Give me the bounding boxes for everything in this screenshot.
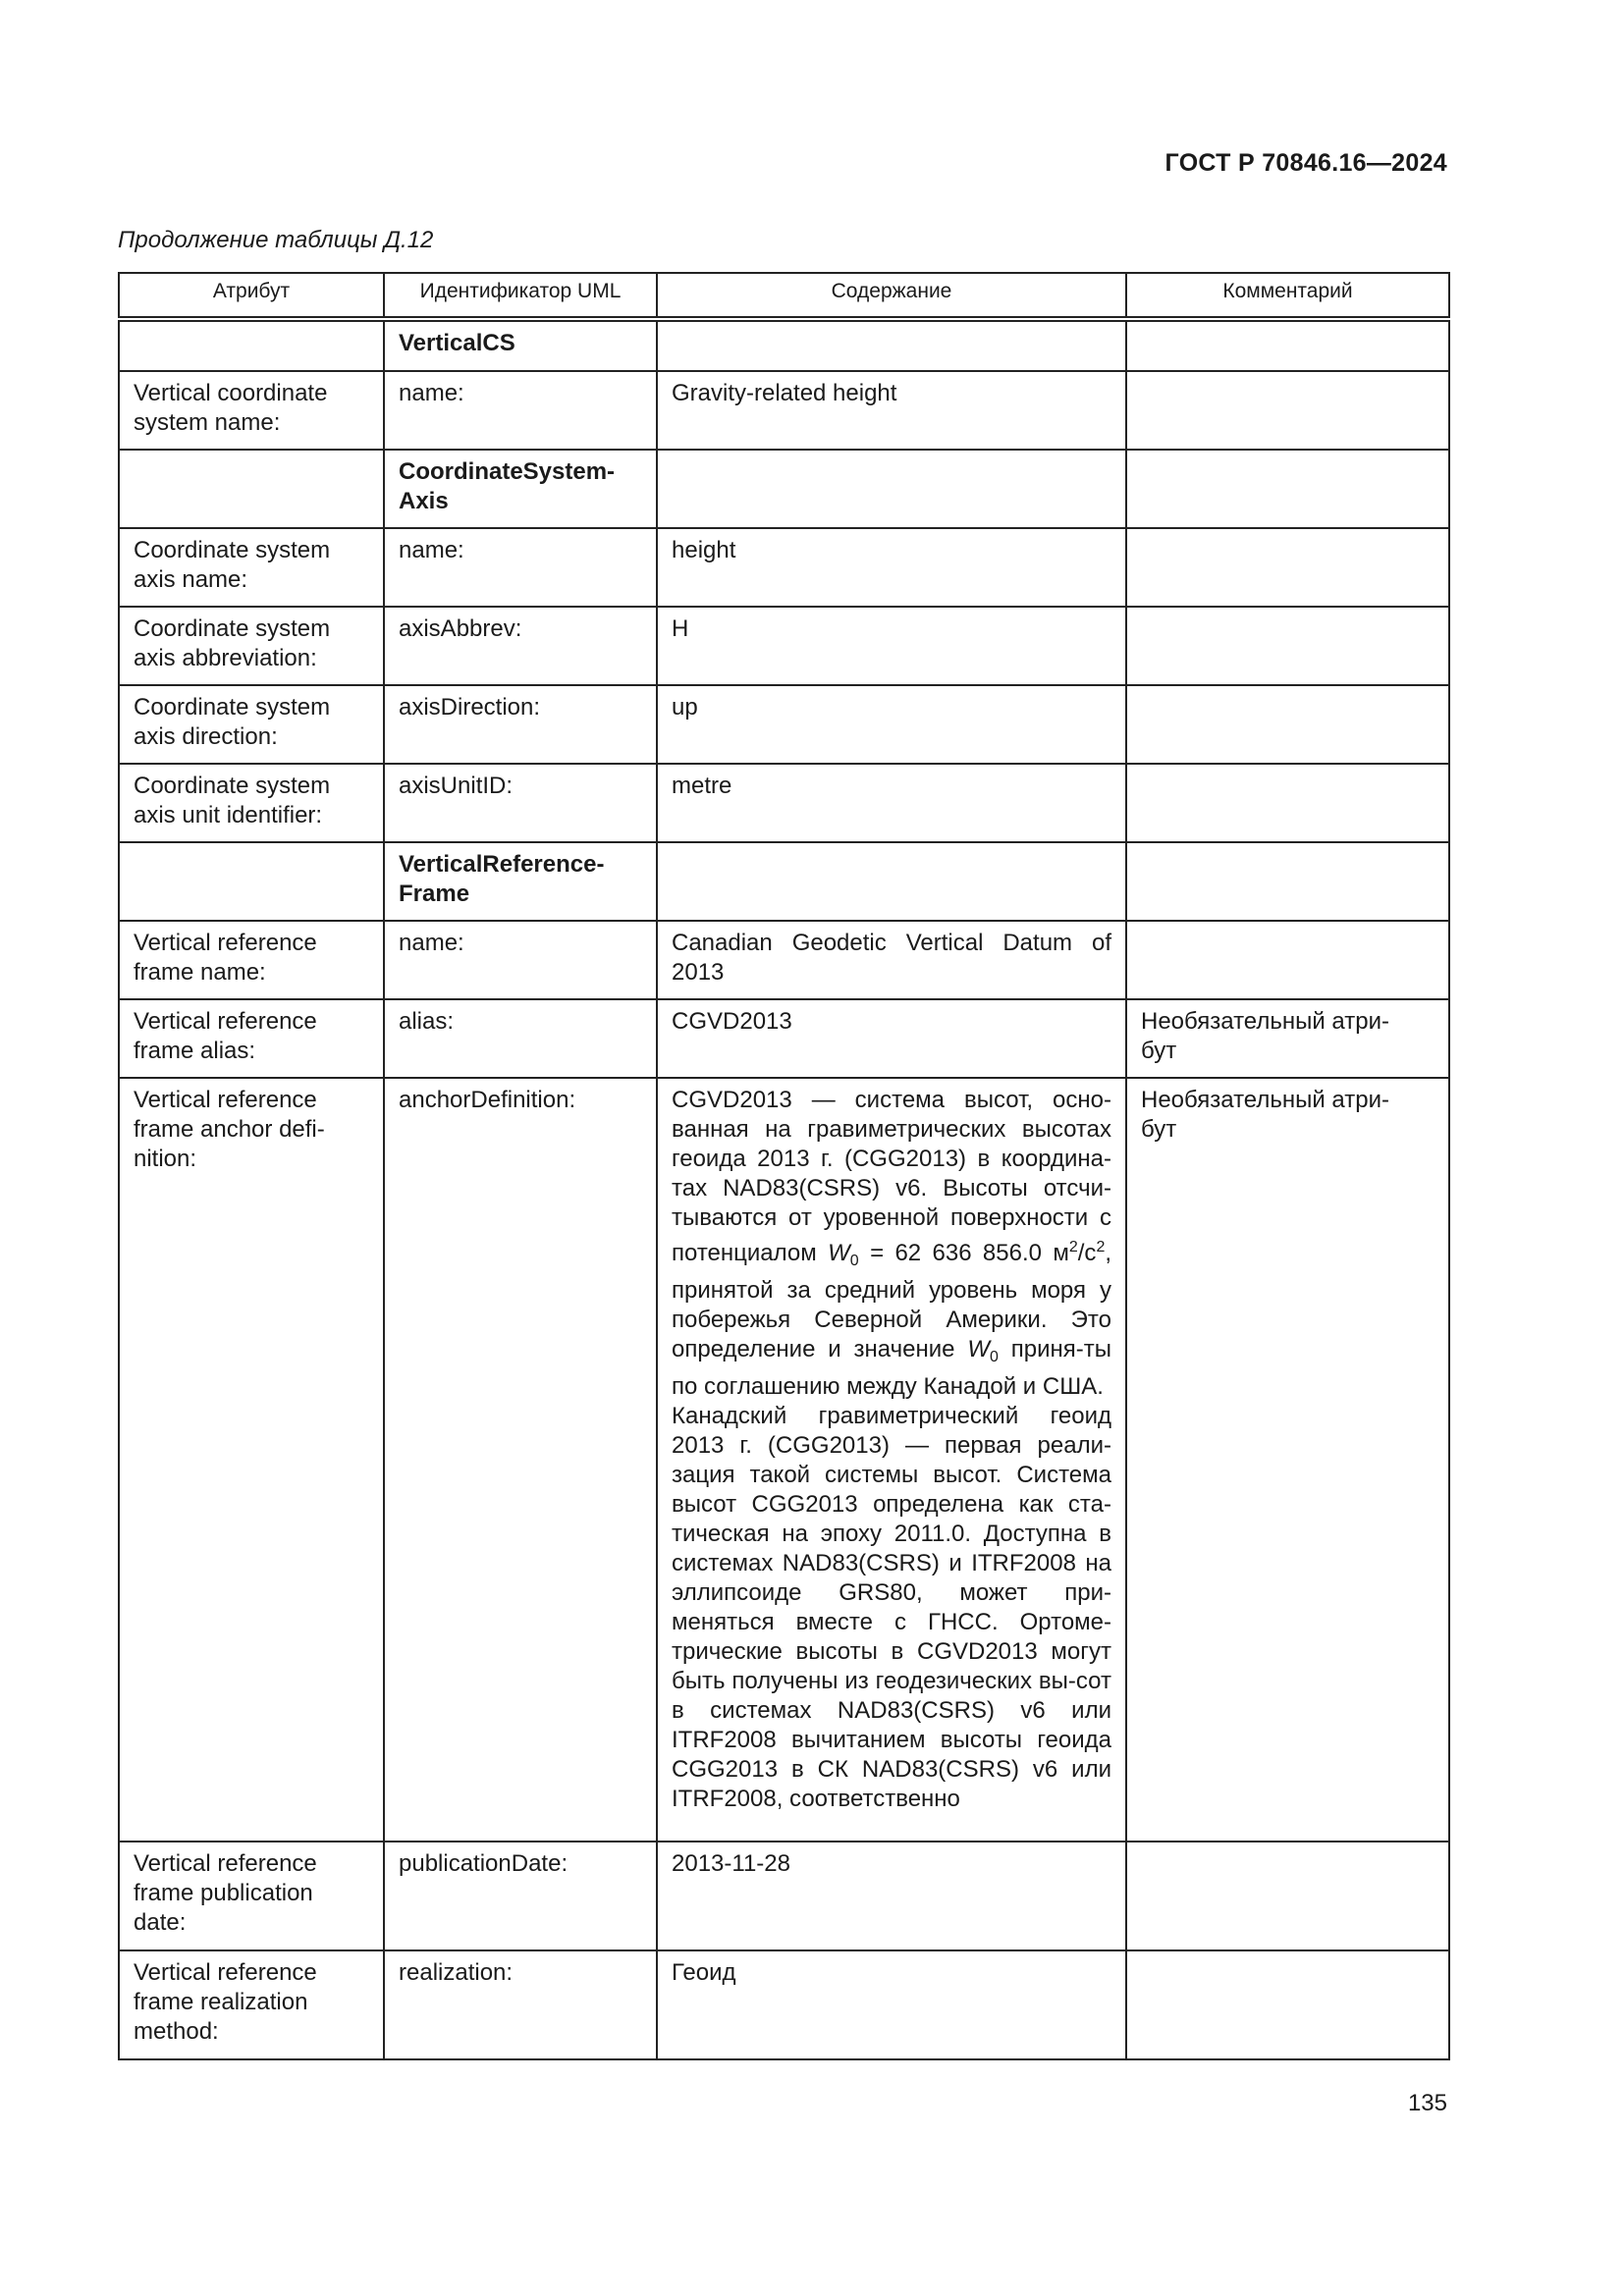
cell-comment bbox=[1126, 1842, 1449, 1950]
cell-comment: Необязательный атри- бут bbox=[1126, 999, 1449, 1078]
table-row-coordinatesystemaxis bbox=[119, 450, 1449, 528]
cell-comment bbox=[1126, 528, 1449, 607]
table-continuation-caption: Продолжение таблицы Д.12 bbox=[118, 227, 434, 253]
column-header-uml: Идентификатор UML bbox=[384, 273, 657, 319]
cell-content: height bbox=[657, 528, 1126, 607]
cell-uml: realization: bbox=[384, 1950, 657, 2059]
cell-comment bbox=[1126, 842, 1449, 921]
table-row bbox=[119, 528, 1449, 607]
cell-attribute: Coordinate system axis name: bbox=[119, 528, 384, 607]
column-header-comment: Комментарий bbox=[1126, 273, 1449, 319]
table-row-anchor-definition bbox=[119, 1078, 1449, 1842]
cell-attribute: Coordinate system axis abbreviation: bbox=[119, 607, 384, 685]
cell-content: up bbox=[657, 685, 1126, 764]
table-row-verticalcs bbox=[119, 319, 1449, 371]
cell-content: Геоид bbox=[657, 1950, 1126, 2059]
cell-uml: axisDirection: bbox=[384, 685, 657, 764]
cell-comment bbox=[1126, 921, 1449, 999]
cell-attribute: Vertical reference frame publication date: bbox=[119, 1842, 384, 1950]
table-row bbox=[119, 921, 1449, 999]
spec-table bbox=[118, 272, 1450, 2060]
cell-attribute: Coordinate system axis direction: bbox=[119, 685, 384, 764]
cell-content: Canadian Geodetic Vertical Datum of 2013 bbox=[657, 921, 1126, 999]
cell-comment bbox=[1126, 607, 1449, 685]
column-header-attribute: Атрибут bbox=[119, 273, 384, 319]
cell-attribute: Vertical reference frame alias: bbox=[119, 999, 384, 1078]
cell-attribute: Vertical reference frame realization method: bbox=[119, 1950, 384, 2059]
table-row bbox=[119, 607, 1449, 685]
cell-comment bbox=[1126, 371, 1449, 450]
document-standard-code: ГОСТ Р 70846.16—2024 bbox=[1164, 149, 1447, 177]
w0-symbol: W bbox=[967, 1336, 990, 1362]
cell-uml: VerticalCS bbox=[384, 319, 657, 371]
cell-uml: name: bbox=[384, 528, 657, 607]
cell-attribute: Vertical reference frame name: bbox=[119, 921, 384, 999]
cell-uml: CoordinateSystem- Axis bbox=[384, 450, 657, 528]
table-row bbox=[119, 685, 1449, 764]
table-row bbox=[119, 371, 1449, 450]
table-row-verticalreferenceframe bbox=[119, 842, 1449, 921]
cell-uml: anchorDefinition: bbox=[384, 1078, 657, 1842]
table-row bbox=[119, 1842, 1449, 1950]
exponent: 2 bbox=[1096, 1239, 1106, 1255]
cell-uml: alias: bbox=[384, 999, 657, 1078]
w0-subscript: 0 bbox=[990, 1349, 999, 1365]
cell-content: metre bbox=[657, 764, 1126, 842]
cell-comment bbox=[1126, 319, 1449, 371]
cell-attribute bbox=[119, 450, 384, 528]
cell-uml: VerticalReference- Frame bbox=[384, 842, 657, 921]
cell-uml: axisAbbrev: bbox=[384, 607, 657, 685]
cell-content bbox=[657, 842, 1126, 921]
w0-symbol: W bbox=[828, 1240, 850, 1266]
table-row bbox=[119, 764, 1449, 842]
column-header-content: Содержание bbox=[657, 273, 1126, 319]
cell-content: CGVD2013 bbox=[657, 999, 1126, 1078]
cell-attribute bbox=[119, 842, 384, 921]
cell-content bbox=[657, 450, 1126, 528]
cell-attribute: Vertical coordinate system name: bbox=[119, 371, 384, 450]
anchor-definition-paragraph-1: CGVD2013 — система высот, осно-ванная на гравиметрических высотах геоида 2013 г. (CGG2013) в координа-тах NAD83(CSRS) v6. Высоты отсчи-тываются от уровенной поверхности с потенциалом $W_0 = 62$ 636 856.0 $м^2/с^2$, принятой за средний уровень моря у побережья Северной Америки. Это определение и значение $W_0$ приня-ты по соглашению между Канадой и США. bbox=[672, 1087, 1118, 1400]
cell-content: H bbox=[657, 607, 1126, 685]
cell-content: 2013-11-28 bbox=[657, 1842, 1126, 1950]
cell-comment bbox=[1126, 764, 1449, 842]
cell-content-anchor-definition bbox=[657, 1078, 1126, 1842]
cell-comment: Необязательный атри- бут bbox=[1126, 1078, 1449, 1842]
cell-comment bbox=[1126, 1950, 1449, 2059]
cell-uml: name: bbox=[384, 371, 657, 450]
cell-attribute bbox=[119, 319, 384, 371]
cell-attribute: Vertical reference frame anchor defi- nition: bbox=[119, 1078, 384, 1842]
table-row bbox=[119, 1950, 1449, 2059]
cell-uml: publicationDate: bbox=[384, 1842, 657, 1950]
page-number: 135 bbox=[1407, 2090, 1447, 2116]
cell-comment bbox=[1126, 685, 1449, 764]
cell-comment bbox=[1126, 450, 1449, 528]
w0-subscript: 0 bbox=[849, 1253, 859, 1269]
cell-uml: name: bbox=[384, 921, 657, 999]
exponent: 2 bbox=[1068, 1239, 1078, 1255]
cell-content: Gravity-related height bbox=[657, 371, 1126, 450]
cell-content bbox=[657, 319, 1126, 371]
cell-attribute: Coordinate system axis unit identifier: bbox=[119, 764, 384, 842]
cell-uml: axisUnitID: bbox=[384, 764, 657, 842]
table-header-row bbox=[119, 273, 1449, 319]
anchor-definition-paragraph-2: Канадский гравиметрический геоид 2013 г. (CGG2013) — первая реали-зация такой системы высот. Система высот CGG2013 определена как ста-тическая на эпоху 2011.0. Доступна в системах NAD83(CSRS) и ITRF2008 на эллипсоиде GRS80, может при-меняться вместе с ГНСС. Ортоме-трические высоты в CGVD2013 могут быть получены из геодезических вы-сот в системах NAD83(CSRS) v6 или ITRF2008 вычитанием высоты геоида CGG2013 в СК NAD83(CSRS) v6 или ITRF2008, соответственно bbox=[672, 1403, 1111, 1812]
table-row bbox=[119, 999, 1449, 1078]
